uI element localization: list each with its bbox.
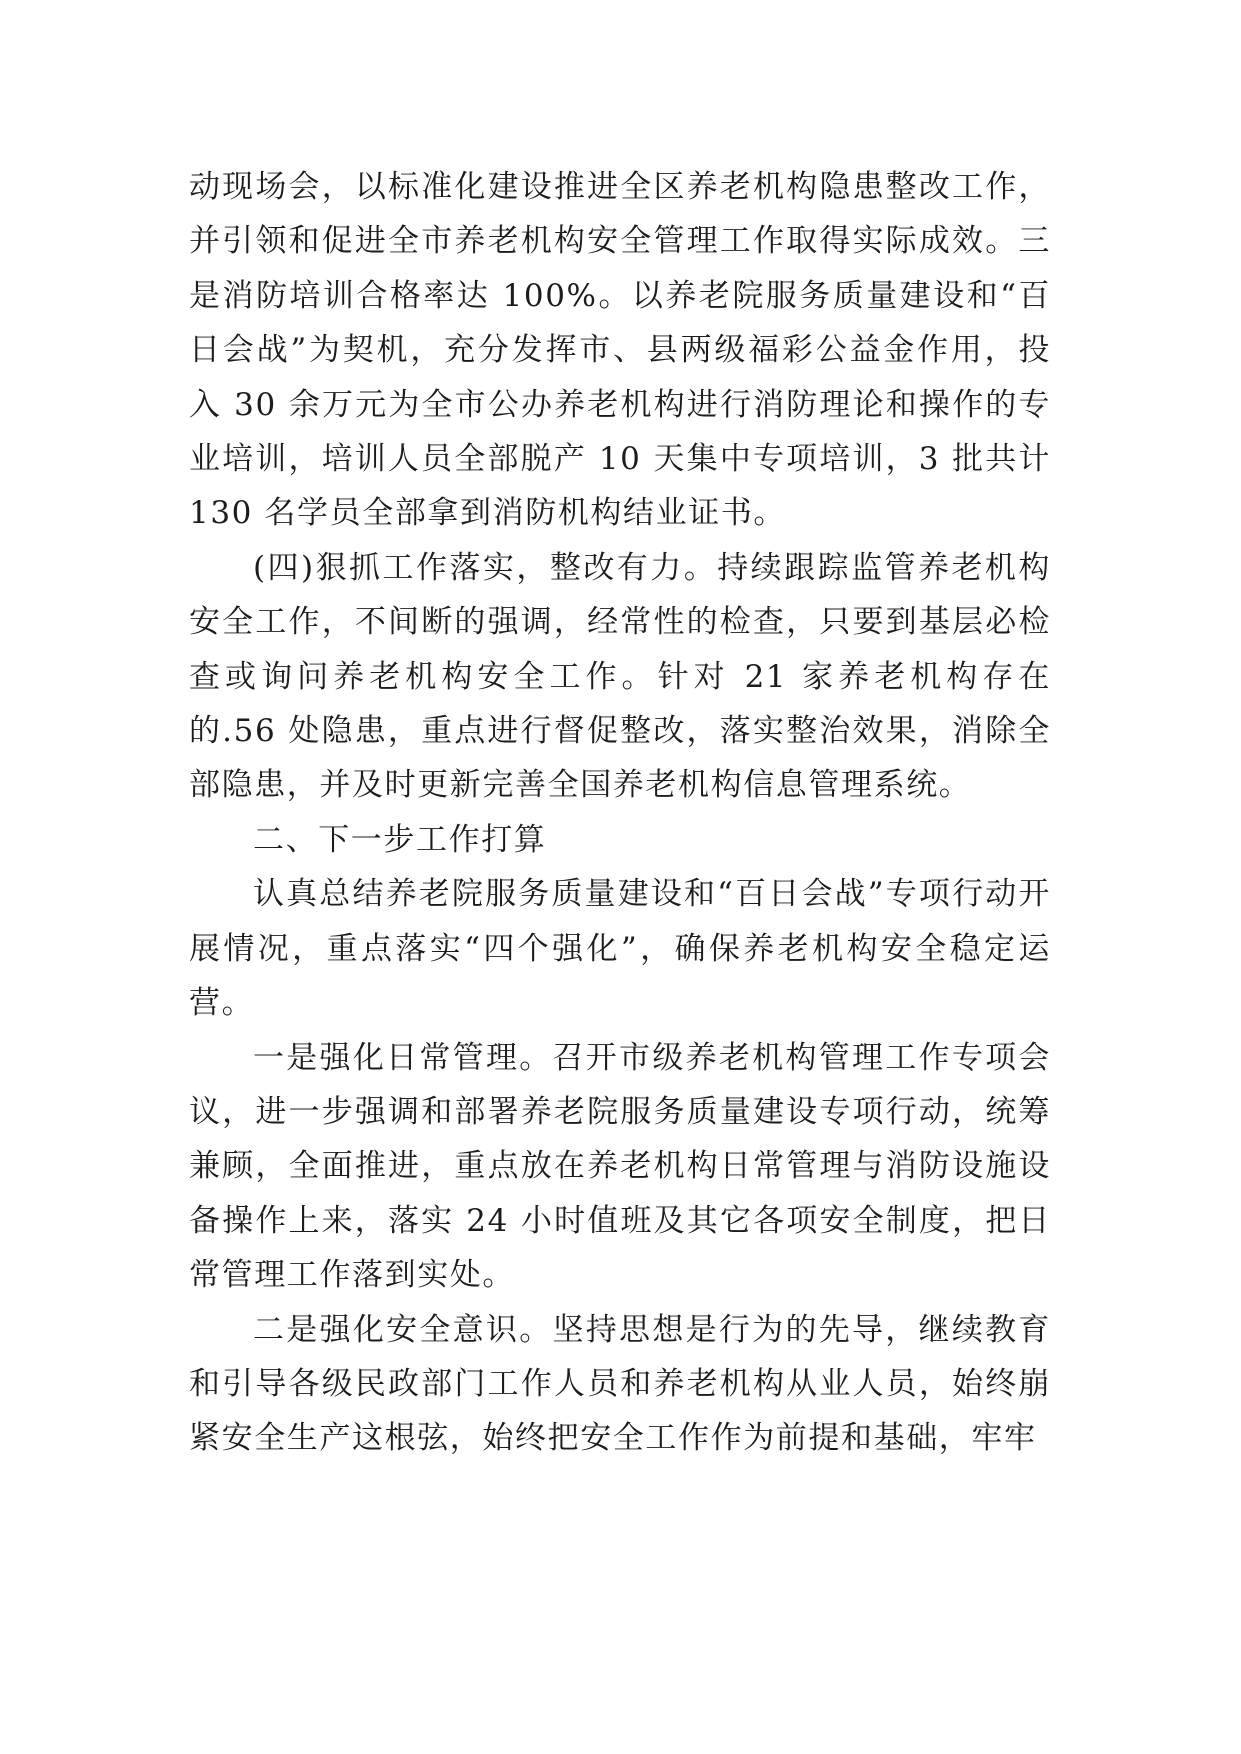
- section-heading-next-steps: 二、下一步工作打算: [253, 821, 547, 858]
- paragraph-summary: 认真总结养老院服务质量建设和“百日会战”专项行动开展情况，重点落实“四个强化”，确保养老机构安全稳定运营。: [189, 876, 1051, 1022]
- paragraph-daily-management: 一是强化日常管理。召开市级养老机构管理工作专项会议，进一步强调和部署养老院服务质量建设专项行动，统筹兼顾，全面推进，重点放在养老机构日常管理与消防设施设备操作上来，落实 24 小时值班及其它各项安全制度，把日常管理工作落到实处。: [189, 1039, 1051, 1294]
- body-text: [189, 160, 1051, 1466]
- paragraph-continuation: 动现场会，以标准化建设推进全区养老机构隐患整改工作，并引领和促进全市养老机构安全管理工作取得实际成效。三是消防培训合格率达 100%。以养老院服务质量建设和“百日会战”为契机，充分发挥市、县两级福彩公益金作用，投入 30 余万元为全市公办养老机构进行消防理论和操作的专业培训，培训人员全部脱产 10 天集中专项培训，3 批共计 130 名学员全部拿到消防机构结业证书。: [189, 169, 1052, 532]
- paragraph-section-four: (四)狠抓工作落实，整改有力。持续跟踪监管养老机构安全工作，不间断的强调，经常性的检查，只要到基层必检查或询问养老机构安全工作。针对 21 家养老机构存在的.56 处隐患，重点进行督促整改，落实整治效果，消除全部隐患，并及时更新完善全国养老机构信息管理系统。: [189, 549, 1051, 804]
- paragraph-safety-awareness: 二是强化安全意识。坚持思想是行为的先导，继续教育和引导各级民政部门工作人员和养老机构从业人员，始终崩紧安全生产这根弦，始终把安全工作作为前提和基础，牢牢: [189, 1311, 1051, 1457]
